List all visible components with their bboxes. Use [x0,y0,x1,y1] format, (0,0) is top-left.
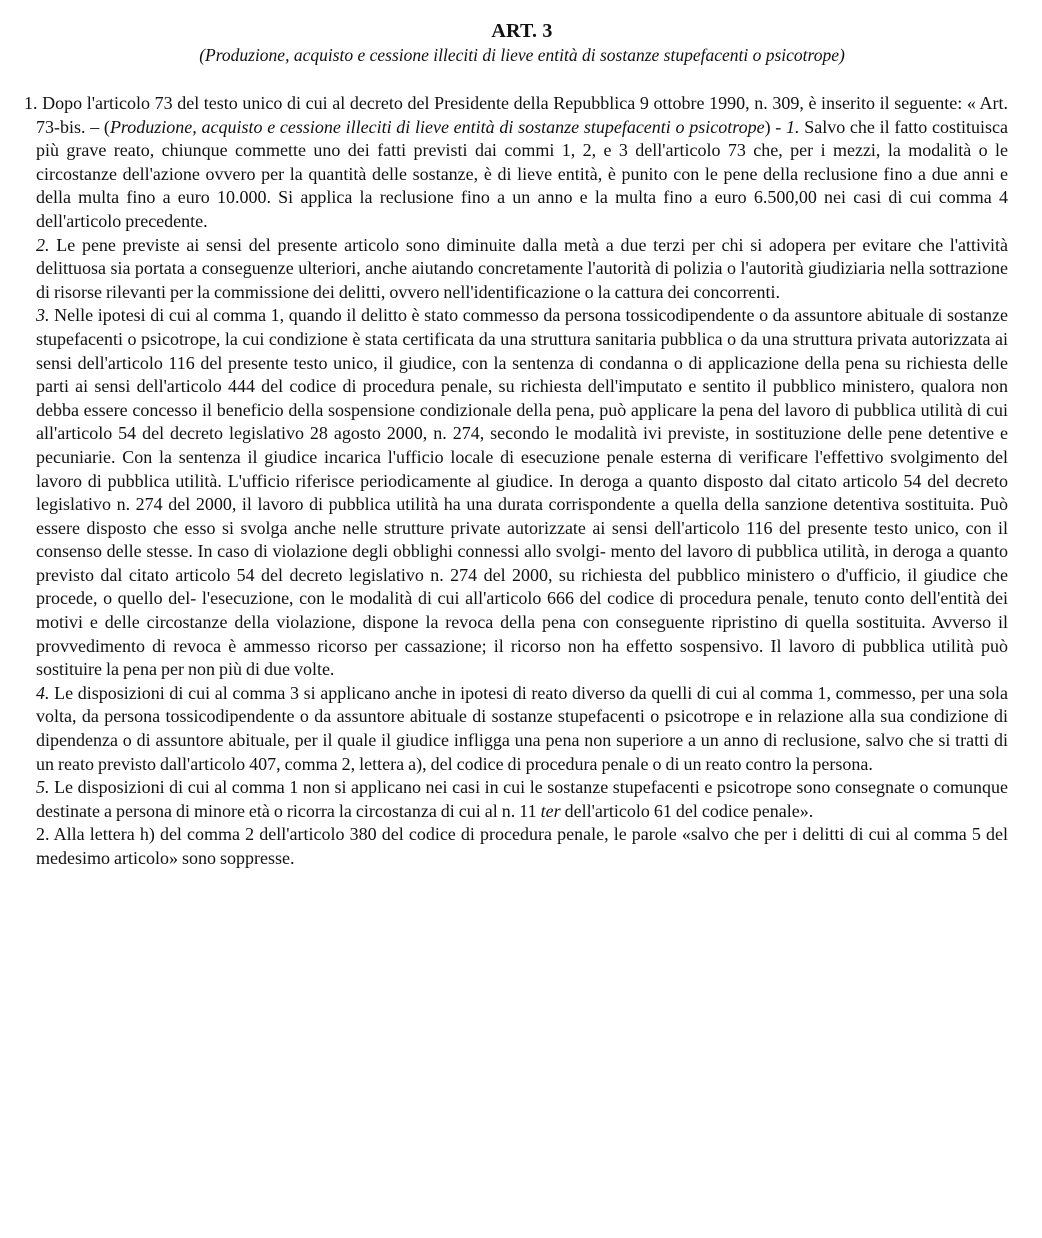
paragraph-number: 2. [36,824,50,845]
paragraph-text: Le disposizioni di cui al comma 3 si applicano anche in ipotesi di reato diverso da quelli di cui al comma 1, commesso, per una sola volta, da persona tossicodipendente o da assuntore abituale di sostanze stupefacenti o psicotrope e in relazione alla sua condizione di dipendenza o di assuntore abituale, per il quale il giudice infligga una pena non superiore a un anno di reclusione, salvo che si tratti di un reato previsto dall'articolo 407, comma 2, lettera a), del codice di procedura penale o di un reato contro la persona. [36,682,1009,774]
paragraph-text: Salvo che il fatto costituisca più grave reato, chiunque commette uno dei fatti previsti dai commi 1, 2, e 3 dell'articolo 73 che, per i mezzi, la modalità o le circostanze dell'azione ovvero per la quantità delle sostanze, è di lieve entità, è punito con le pene della reclusione fino a due anni e della multa fino a euro 10.000. Si applica la reclusione fino a un anno e la multa fino a euro 6.500,00 nei casi di cui comma 4 dell'articolo precedente. [36,116,1009,231]
paragraph-4 [36,682,1008,776]
article-subtitle: (Produzione, acquisto e cessione illeciti di lieve entità di sostanze stupefacenti o psicotrope) [199,45,845,65]
paragraph-number: 3. [36,305,50,326]
paragraph-5 [36,776,1008,823]
paragraph-text: ) - [764,116,786,137]
paragraph-6 [36,823,1008,870]
paragraph-2 [36,234,1008,305]
paragraph-text: Dopo l'articolo 73 del testo unico di cui al decreto del Presidente della Repubblica 9 ottobre 1990, n. 309, è inserito il seguente: « Art. 73-bis. – ( [36,93,1008,137]
paragraph-1 [24,92,1009,234]
paragraph-text: Alla lettera h) del comma 2 dell'articolo 380 del codice di procedura penale, le parole «salvo che per i delitti di cui al comma 5 del medesimo articolo» sono soppresse. [36,824,1008,868]
paragraph-text: Nelle ipotesi di cui al comma 1, quando il delitto è stato commesso da persona tossicodipendente o da assuntore abituale di sostanze stupefacenti o psicotrope, la cui condizione è stata certificata da una struttura sanitaria pubblica o da una struttura privata autorizzata ai sensi dell'articolo 116 del presente testo unico, il giudice, con la sentenza di condanna o di applicazione della pena su richiesta delle parti ai sensi dell'articolo 444 del codice di procedura penale, su richiesta dell'imputato e sentito il pubblico ministero, qualora non debba essere concesso il beneficio della sospensione condizionale della pena, può applicare la pena del lavoro di pubblica utilità di cui all'articolo 54 del decreto legislativo 28 agosto 2000, n. 274, secondo le modalità ivi previste, in sostituzione delle pene detentive e pecuniarie. Con la sentenza il giudice incarica l'ufficio locale di esecuzione penale esterna di verificare l'effettivo svolgimento del lavoro di pubblica utilità. L'ufficio riferisce periodicamente al giudice. In deroga a quanto disposto dal citato articolo 54 del decreto legislativo n. 274 del 2000, il lavoro di pubblica utilità ha una durata corrispondente a quella della sanzione detentiva sostituita. Può essere disposto che esso si svolga anche nelle strutture private autorizzate ai sensi dell'articolo 116 del presente testo unico, con il consenso delle stesse. In caso di violazione degli obblighi connessi allo svolgi- mento del lavoro di pubblica utilità, in deroga a quanto previsto dal citato articolo 54 del decreto legislativo n. 274 del 2000, su richiesta del pubblico ministero o d'ufficio, il giudice che procede, o quello del- l'esecuzione, con le modalità di cui all'articolo 666 del codice di procedura penale, tenuto conto dell'entità dei motivi e delle circostanze della violazione, dispone la revoca della pena con conseguente ripristino di quella sostituita. Avverso il provvedimento di revoca è ammesso ricorso per cassazione; il ricorso non ha effetto sospensivo. Il lavoro di pubblica utilità può sostituire la pena per non più di due volte. [36,305,1009,680]
paragraph-number: 5. [36,777,50,798]
paragraph-italic-text: ter [540,800,561,821]
paragraph-text: dell'articolo 61 del codice penale». [560,800,814,821]
paragraph-text: Le pene previste ai sensi del presente articolo sono diminuite dalla metà a due terzi per chi si adopera per evitare che l'attività delittuosa sia portata a conseguenze ulteriori, anche aiutando concretamente l'autorità di polizia o l'autorità giudiziaria nella sottrazione di risorse rilevanti per la commissione dei delitti, ovvero nell'identificazione o la cattura dei concorrenti. [36,234,1009,302]
paragraph-italic-text: 1. [785,116,800,137]
paragraph-text: Le disposizioni di cui al comma 1 non si applicano nei casi in cui le sostanze stupefacenti e psicotrope sono consegnate o comunque destinate a persona di minore età o ricorra la circostanza di cui al n. 11 [36,777,1009,821]
paragraph-italic-text: Produzione, acquisto e cessione illeciti di lieve entità di sostanze stupefacenti o psicotrope [109,116,765,137]
paragraph-number: 2. [36,234,50,255]
paragraph-3 [36,304,1008,682]
article-title: ART. 3 [491,20,553,42]
paragraph-number: 1. [24,93,38,113]
paragraph-number: 4. [36,682,50,703]
article-body [24,92,1009,871]
